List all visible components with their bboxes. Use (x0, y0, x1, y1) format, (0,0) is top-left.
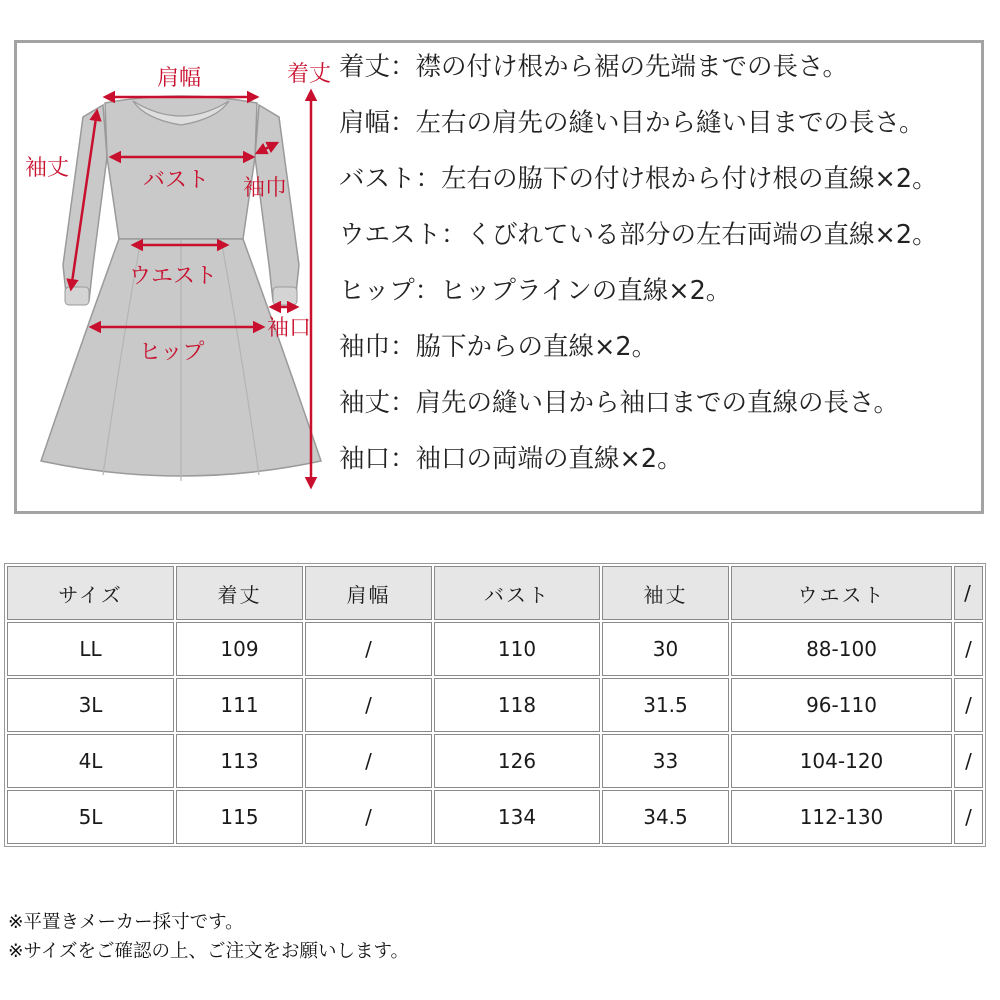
cell-extra: / (954, 622, 983, 676)
header-extra: / (954, 566, 983, 620)
definition-cuff: 袖口：袖口の両端の直線×2。 (339, 444, 683, 474)
definition-sleeve-length: 袖丈：肩先の縫い目から袖口までの直線の長さ。 (339, 388, 899, 418)
cell-size: LL (7, 622, 174, 676)
size-table (4, 563, 986, 847)
cell-sleeve-length: 30 (602, 622, 729, 676)
cell-size: 3L (7, 678, 174, 732)
definition-hip: ヒップ：ヒップラインの直線×2。 (339, 276, 732, 306)
cell-waist: 96-110 (731, 678, 952, 732)
cell-sleeve-length: 33 (602, 734, 729, 788)
notes (8, 908, 409, 966)
definition-sleeve-width: 袖巾：脇下からの直線×2。 (339, 332, 658, 362)
cell-size: 4L (7, 734, 174, 788)
cell-bust: 110 (434, 622, 600, 676)
cell-shoulder: / (305, 790, 432, 844)
definition-shoulder: 肩幅：左右の肩先の縫い目から縫い目までの長さ。 (339, 108, 925, 138)
header-size: サイズ (7, 566, 174, 620)
header-length: 着丈 (176, 566, 303, 620)
definition-length: 着丈：襟の付け根から裾の先端までの長さ。 (339, 52, 848, 82)
cell-length: 113 (176, 734, 303, 788)
table-row (7, 790, 983, 844)
cell-extra: / (954, 678, 983, 732)
cell-shoulder: / (305, 734, 432, 788)
label-sleeve-length: 袖丈 (25, 156, 70, 181)
right-sleeve (255, 105, 299, 303)
label-sleeve-width: 袖巾 (243, 176, 288, 201)
header-waist: ウエスト (731, 566, 952, 620)
label-cuff: 袖口 (267, 316, 312, 341)
label-shoulder: 肩幅 (157, 66, 202, 91)
table-row (7, 734, 983, 788)
definition-bust: バスト：左右の脇下の付け根から付け根の直線×2。 (339, 164, 938, 194)
cell-bust: 134 (434, 790, 600, 844)
header-sleeve-length: 袖丈 (602, 566, 729, 620)
table-row (7, 622, 983, 676)
note-confirm-size: ※サイズをご確認の上、ご注文をお願いします。 (8, 941, 410, 962)
cell-size: 5L (7, 790, 174, 844)
cell-waist: 112-130 (731, 790, 952, 844)
cell-length: 111 (176, 678, 303, 732)
cell-extra: / (954, 734, 983, 788)
left-cuff (65, 287, 89, 305)
measurement-definitions (339, 53, 979, 501)
label-bust: バスト (143, 168, 210, 193)
cell-shoulder: / (305, 622, 432, 676)
left-sleeve (63, 105, 107, 303)
cell-bust: 118 (434, 678, 600, 732)
table-header-row (7, 566, 983, 620)
cell-sleeve-length: 34.5 (602, 790, 729, 844)
cell-length: 109 (176, 622, 303, 676)
measurement-guide (14, 40, 984, 514)
label-waist: ウエスト (129, 264, 218, 289)
header-bust: バスト (434, 566, 600, 620)
right-cuff (273, 287, 297, 305)
table-row (7, 678, 983, 732)
note-measurement: ※平置きメーカー採寸です。 (8, 912, 244, 933)
label-hip: ヒップ (139, 340, 205, 365)
header-shoulder: 肩幅 (305, 566, 432, 620)
cell-waist: 88-100 (731, 622, 952, 676)
cell-waist: 104-120 (731, 734, 952, 788)
dress-diagram (21, 49, 341, 511)
definition-waist: ウエスト：くびれている部分の左右両端の直線×2。 (339, 220, 938, 250)
cell-extra: / (954, 790, 983, 844)
cell-length: 115 (176, 790, 303, 844)
cell-sleeve-length: 31.5 (602, 678, 729, 732)
cell-shoulder: / (305, 678, 432, 732)
label-length: 着丈 (287, 62, 332, 87)
cell-bust: 126 (434, 734, 600, 788)
